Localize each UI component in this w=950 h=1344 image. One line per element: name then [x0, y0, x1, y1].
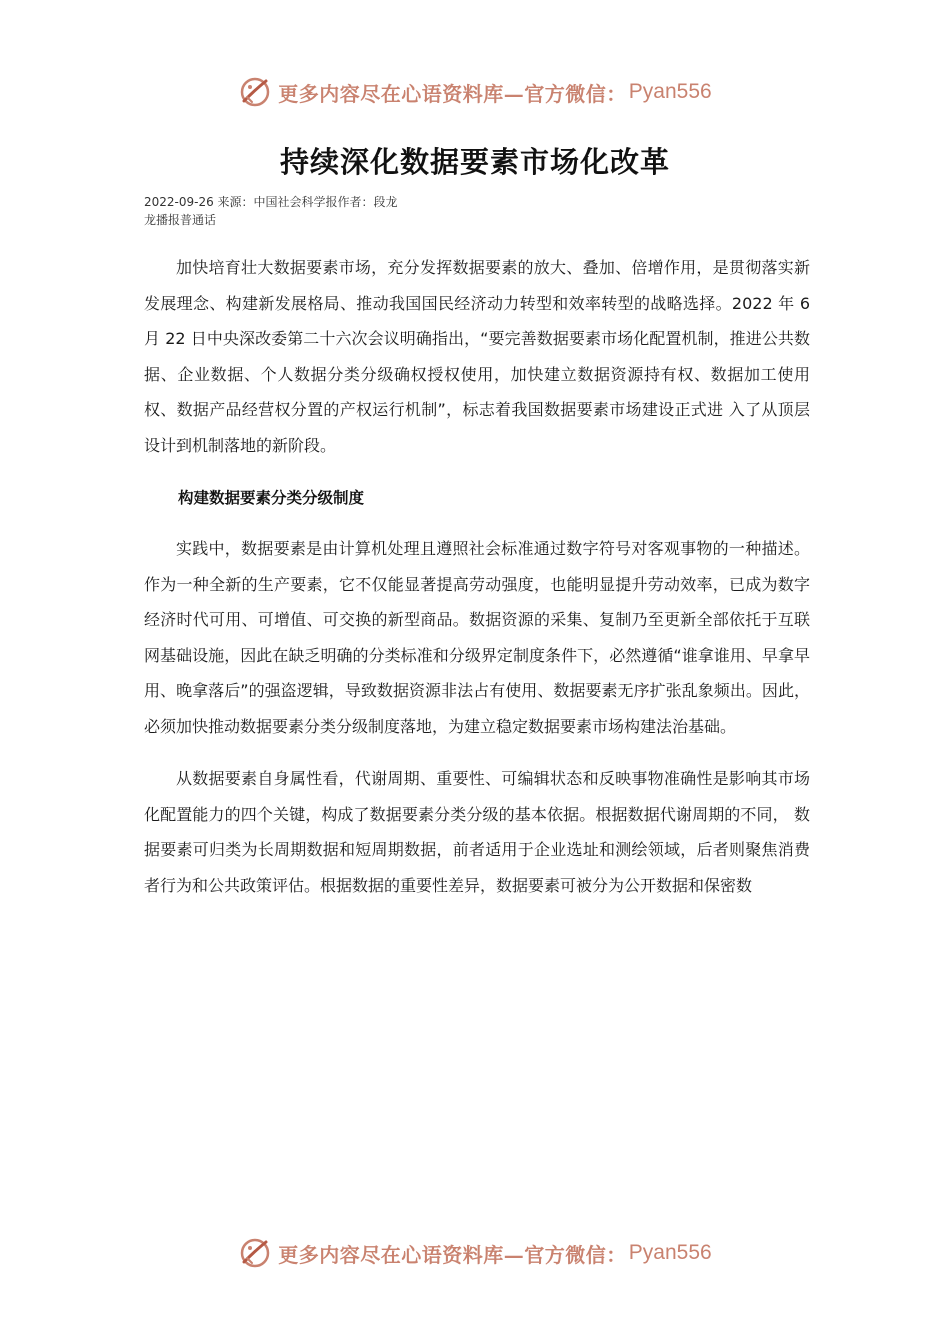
paragraph-intro: 加快培育壮大数据要素市场，充分发挥数据要素的放大、叠加、倍增作用，是贯彻落实新发展理念、构建新发展格局、推动我国国民经济动力转型和效率转型的战略选择。2022 年 6 月 22 日中央深改委第二十六次会议明确指出，“要完善数据要素市场化配置机制，推进公共数据、企业数据、个人数据分类分级确权授权使用，加快建立数据资源持有权、数据加工使用权、数据产品经营权分置的产权运行机制”，标志着我国数据要素市场建设正式进 入了从顶层设计到机制落地的新阶段。 — [144, 258, 810, 455]
header-banner — [0, 72, 950, 112]
footer-banner — [0, 1233, 950, 1273]
banner-wechat-handle: Pyan556 — [628, 1241, 712, 1264]
article-meta — [144, 193, 398, 229]
article-title: 持续深化数据要素市场化改革 — [279, 145, 670, 179]
paragraph-practice: 实践中，数据要素是由计算机处理且遵照社会标准通过数字符号对客观事物的一种描述。作为一种全新的生产要素，它不仅能显著提高劳动强度，也能明显提升劳动效率，已成为数字经济时代可用、可增值、可交换的新型商品。数据资源的采集、复制乃至更新全部依托于互联网基础设施，因此在缺乏明确的分类标准和分级界定制度条件下，必然遵循“谁拿谁用、早拿早用、晚拿落后”的强盗逻辑，导致数据资源非法占有使用、数据要素无序扩张乱象频出。因此，必须加快推动数据要素分类分级制度落地，为建立稳定数据要素市场构建法治基础。 — [144, 539, 810, 736]
brush-logo-icon — [238, 1236, 272, 1270]
meta-date-source-author: 2022-09-26 来源：中国社会科学报作者：段龙 — [144, 195, 398, 209]
article-body — [144, 250, 810, 903]
section-heading: 构建数据要素分类分级制度 — [178, 489, 365, 507]
banner-text: 更多内容尽在心语资料库—官方微信： — [278, 1242, 627, 1267]
brush-logo-icon — [238, 75, 272, 109]
banner-text: 更多内容尽在心语资料库—官方微信： — [278, 81, 627, 106]
meta-audio-label: 龙播报普通话 — [144, 213, 217, 227]
paragraph-attributes: 从数据要素自身属性看，代谢周期、重要性、可编辑状态和反映事物准确性是影响其市场化配置能力的四个关键，构成了数据要素分类分级的基本依据。根据数据代谢周期的不同， 数据要素可归类为长周期数据和短周期数据，前者适用于企业选址和测绘领域，后者则聚焦消费者行为和公共政策评估。根据数据的重要性差异，数据要素可被分为公开数据和保密数 — [144, 769, 810, 895]
banner-wechat-handle: Pyan556 — [628, 80, 712, 103]
